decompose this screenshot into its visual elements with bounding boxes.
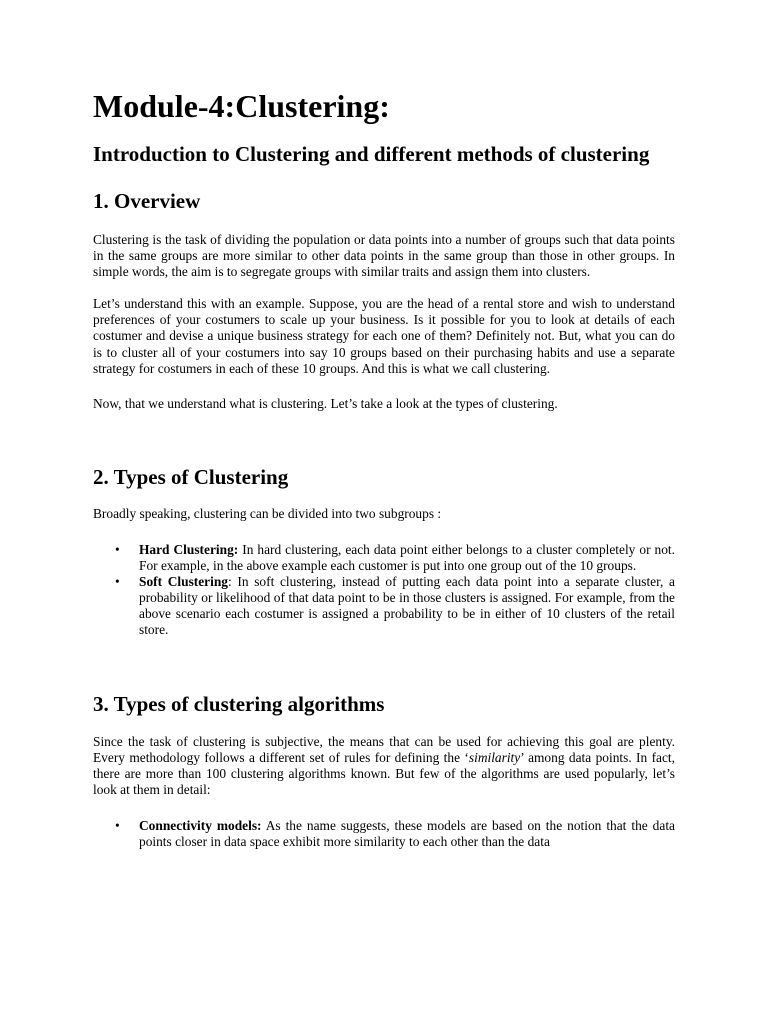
list-item [93, 542, 675, 574]
page-subtitle: Introduction to Clustering and different methods of clustering [93, 142, 650, 166]
list-item-term: Connectivity models: [139, 817, 262, 833]
section-heading-types: 2. Types of Clustering [93, 464, 289, 489]
section-heading-overview: 1. Overview [93, 189, 201, 213]
page-title: Module-4:Clustering: [93, 88, 390, 124]
bullet-icon: • [115, 541, 120, 557]
clustering-types-list [93, 542, 675, 639]
list-item-text: : In soft clustering, instead of putting each data point into a separate cluster, a probability or likelihood of that data point to be in those clusters is assigned. For example, from the above scenario each costumer is assigned a probability to be in either of 10 clusters of the retail store. [139, 574, 675, 638]
bullet-icon: • [115, 817, 120, 833]
list-item-text: As the name suggests, these models are based on the notion that the data points closer in data space exhibit more similarity to each other than the data [139, 817, 675, 849]
types-intro: Broadly speaking, clustering can be divided into two subgroups : [93, 505, 442, 521]
list-item [93, 818, 675, 850]
list-item-term: Soft Clustering [139, 574, 228, 590]
list-item-text: In hard clustering, each data point either belongs to a cluster completely or not. For example, in the above example each customer is put into one group out of the 10 groups. [139, 541, 675, 574]
algorithms-paragraph [93, 734, 675, 798]
section-heading-algorithms: 3. Types of clustering algorithms [93, 691, 385, 716]
algorithms-text-start: Since the task of clustering is subjective, the means that can be used for achieving this goal are plenty. Every methodology follows a different set of rules for defining the ‘ [93, 733, 675, 765]
overview-paragraph-3: Now, that we understand what is clustering. Let’s take a look at the types of clustering. [93, 395, 558, 411]
list-item [93, 574, 675, 638]
overview-paragraph-2: Let’s understand this with an example. Suppose, you are the head of a rental store and wish to understand preferences of your costumers to scale up your business. Is it possible for you to look at details of each costumer and devise a unique business strategy for each one of them? Definitely not. But, what you can do is to cluster all of your costumers into say 10 groups based on their purchasing habits and use a separate strategy for costumers in each of these 10 groups. And this is what we call clustering. [93, 296, 675, 376]
overview-paragraph-1: Clustering is the task of dividing the population or data points into a number of groups such that data points in the same groups are more similar to other data points in the same group than those in other groups. In simple words, the aim is to segregate groups with similar traits and assign them into clusters. [93, 232, 675, 280]
document-page [93, 86, 675, 850]
similarity-term: similarity [468, 749, 521, 765]
bullet-icon: • [115, 574, 120, 590]
algorithms-list [93, 818, 675, 850]
list-item-term: Hard Clustering: [139, 541, 239, 557]
algorithms-text-end: ’ among data points. In fact, there are more than 100 clustering algorithms known. But few of the algorithms are used popularly, let’s look at them in detail: [93, 749, 675, 797]
